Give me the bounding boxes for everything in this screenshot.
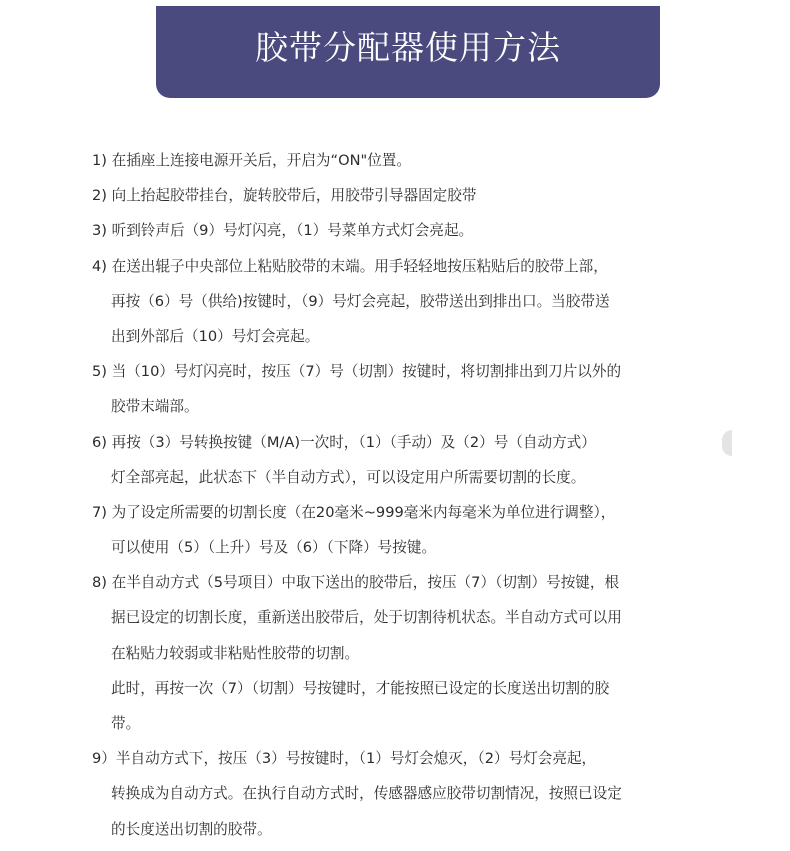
instruction-line-continued: 的长度送出切割的胶带。 <box>111 820 272 838</box>
instruction-line-continued: 转换成为自动方式。在执行自动方式时，传感器感应胶带切割情况，按照已设定 <box>111 785 622 803</box>
instruction-line-continued: 胶带末端部。 <box>111 398 199 416</box>
instruction-list <box>92 146 682 850</box>
instruction-line: 3) 听到铃声后（9）号灯闪亮，（1）号菜单方式灯会亮起。 <box>92 222 474 240</box>
instruction-line: 6) 再按（3）号转换按键（M/A)一次时，（1）（手动）及（2）号（自动方式） <box>92 433 596 451</box>
instruction-line: 7) 为了设定所需要的切割长度（在20毫米~999毫米内每毫米为单位进行调整）， <box>92 503 616 521</box>
instruction-line: 8) 在半自动方式（5号项目）中取下送出的胶带后，按压（7）（切割）号按键，根 <box>92 574 620 592</box>
instruction-line-continued: 在粘贴力较弱或非粘贴性胶带的切割。 <box>111 644 360 662</box>
instruction-line-continued: 出到外部后（10）号灯会亮起。 <box>111 327 320 345</box>
instruction-line-continued: 带。 <box>111 715 141 732</box>
instruction-line: 4) 在送出辊子中央部位上粘贴胶带的末端。用手轻轻地按压粘贴后的胶带上部， <box>92 257 608 275</box>
edge-tab <box>722 430 732 456</box>
header-banner <box>156 6 660 98</box>
instruction-line: 9）半自动方式下，按压（3）号按键时，（1）号灯会熄灭，（2）号灯会亮起， <box>92 750 597 768</box>
instruction-line-continued: 此时，再按一次（7）（切割）号按键时，才能按照已设定的长度送出切割的胶 <box>111 679 610 697</box>
instruction-line: 2) 向上抬起胶带挂台，旋转胶带后，用胶带引导器固定胶带 <box>92 187 477 205</box>
instruction-line: 5) 当（10）号灯闪亮时，按压（7）号（切割）按键时，将切割排出到刀片以外的 <box>92 363 622 381</box>
instruction-line-continued: 再按（6）号（供给)按键时，（9）号灯会亮起，胶带送出到排出口。当胶带送 <box>111 292 610 310</box>
instruction-line-continued: 灯全部亮起，此状态下（半自动方式），可以设定用户所需要切割的长度。 <box>111 468 586 486</box>
page-title: 胶带分配器使用方法 <box>255 27 561 67</box>
instruction-line-continued: 据已设定的切割长度，重新送出胶带后，处于切割待机状态。半自动方式可以用 <box>111 609 622 627</box>
instruction-line-continued: 可以使用（5）（上升）号及（6）（下降）号按键。 <box>111 539 437 557</box>
instruction-line: 1) 在插座上连接电源开关后，开启为“ON"位置。 <box>92 152 411 169</box>
